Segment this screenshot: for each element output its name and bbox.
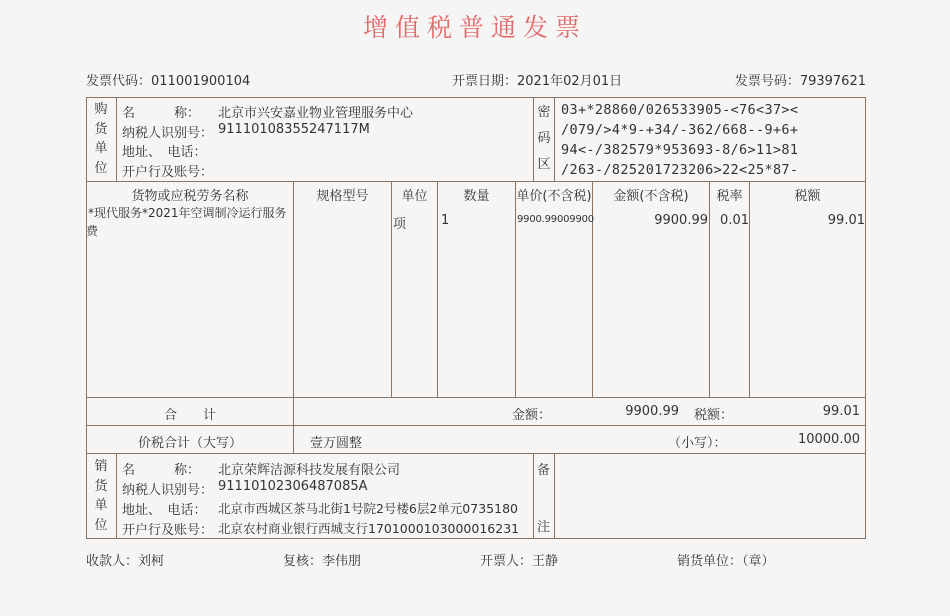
buyer-tax-id-value: 91110108355247117M [218,122,370,137]
footer-payee [86,550,164,569]
item-rate: 0.01 [720,213,749,228]
grand-total-words: 壹万圆整 [310,436,363,451]
invoice-code [86,70,250,89]
cipher-label-char: 区 [537,157,551,172]
total-label: 合 计 [163,408,216,423]
seller-label-divider [116,453,117,538]
remarks-left-divider [533,453,534,538]
reviewer-value: 李伟朋 [322,554,362,569]
col-header-rate: 税率 [716,189,743,204]
invoice-number-value: 79397621 [799,74,866,89]
buyer-label-divider [116,97,117,181]
totals-label-divider [293,397,294,453]
reviewer-label: 复核： [283,554,323,569]
col-divider-qty [437,181,438,397]
cipher-line: /263-/825201723206>22<25*87- [561,162,799,178]
col-header-tax: 税额 [794,189,821,204]
issuer-value: 王静 [532,554,559,569]
item-tax: 99.01 [827,213,865,228]
seller-label-char: 位 [94,517,108,533]
item-amount: 9900.99 [654,213,708,228]
seller-tax-id-label: 纳税人识别号： [122,483,214,498]
table-divider-items [86,397,866,398]
payee-label: 收款人： [86,554,139,569]
remarks-label-divider [554,453,555,538]
total-tax-value: 99.01 [822,404,860,419]
seller-bank-label: 开户行及账号： [122,523,214,538]
col-header-price: 单价(不含税) [516,189,592,204]
issuer-label: 开票人： [480,554,533,569]
cipher-label-char: 码 [537,131,551,146]
buyer-label-char: 单 [94,141,108,156]
remarks-label-top: 备 [537,463,551,478]
payee-value: 刘柯 [138,554,165,569]
col-header-amount: 金额(不含税) [613,189,689,204]
col-header-unit: 单位 [401,189,428,204]
invoice-date-label: 开票日期： [452,74,518,89]
invoice-number-label: 发票号码： [734,74,800,89]
col-divider-spec [293,181,294,397]
buyer-name-label: 名 称： [122,106,201,121]
total-amount-label: 金额： [512,408,552,423]
item-qty: 1 [441,213,450,228]
invoice-date-value: 2021年02月01日 [517,74,623,89]
buyer-name-value: 北京市兴安嘉业物业管理服务中心 [218,106,414,121]
seller-label-char: 货 [94,478,108,494]
col-header-qty: 数量 [463,189,490,204]
col-divider-price [515,181,516,397]
invoice-code-value: 011001900104 [151,74,251,89]
cipher-section-label [534,100,554,178]
buyer-label-char: 货 [94,121,108,137]
remarks-label-bottom: 注 [537,520,551,535]
buyer-label-char: 位 [94,160,108,176]
footer-issuer [480,550,558,569]
buyer-section-label [91,100,111,178]
seller-section-label [91,457,111,535]
table-border-right [865,97,866,538]
buyer-address-label: 地址、 电话： [122,145,207,160]
item-unit: 项 [393,217,407,232]
seller-name-value: 北京荣辉洁源科技发展有限公司 [218,463,401,478]
buyer-bank-label: 开户行及账号： [122,165,214,180]
footer-seller-stamp: 销货单位：（章） [677,554,775,569]
cipher-label-char: 密 [537,105,551,120]
seller-label-char: 销 [94,459,108,474]
col-header-spec: 规格型号 [316,189,369,204]
seller-label-char: 单 [94,498,108,513]
seller-address-value: 北京市西城区茶马北街1号院2号楼6层2单元0735180 [218,501,518,516]
table-border-left [86,97,87,538]
buyer-label-char: 购 [94,102,108,117]
item-name-line1: *现代服务*2021年空调制冷运行服务 [88,206,287,220]
col-header-name: 货物或应税劳务名称 [131,189,249,204]
grand-total-value: 10000.00 [797,432,860,447]
item-name-line2: 费 [86,224,99,238]
seller-address-label: 地址、 电话： [122,503,207,518]
total-tax-label: 税额： [694,408,734,423]
buyer-tax-id-label: 纳税人识别号： [122,126,214,141]
seller-tax-id-value: 91110102306487085A [218,479,368,494]
cipher-line: 94<-/382579*953693-8/6>11>81 [561,142,799,158]
seller-name-label: 名 称： [122,463,201,478]
footer-reviewer [283,550,361,569]
cipher-line: /079/>4*9-+34/-362/668--9+6+ [561,122,799,138]
item-price: 9900.99009900 [517,214,594,225]
cipher-label-divider [554,97,555,181]
invoice-title: 增值税普通发票 [362,13,587,42]
col-divider-unit [391,181,392,397]
table-border-top [86,97,866,98]
table-border-bottom [86,538,866,539]
invoice-code-label: 发票代码： [86,74,152,89]
grand-total-label: 价税合计（大写） [137,436,242,451]
seller-bank-value: 北京农村商业银行西城支行1701000103000016231 [218,521,520,536]
invoice-number [735,70,866,89]
cipher-line: 03+*28860/026533905-<76<37>< [561,102,799,118]
table-divider-grand [86,453,866,454]
invoice-date [452,70,622,89]
total-amount-value: 9900.99 [625,404,679,419]
grand-total-small-label: （小写）： [668,436,727,451]
cipher-text [561,100,798,180]
table-divider-total [86,425,866,426]
